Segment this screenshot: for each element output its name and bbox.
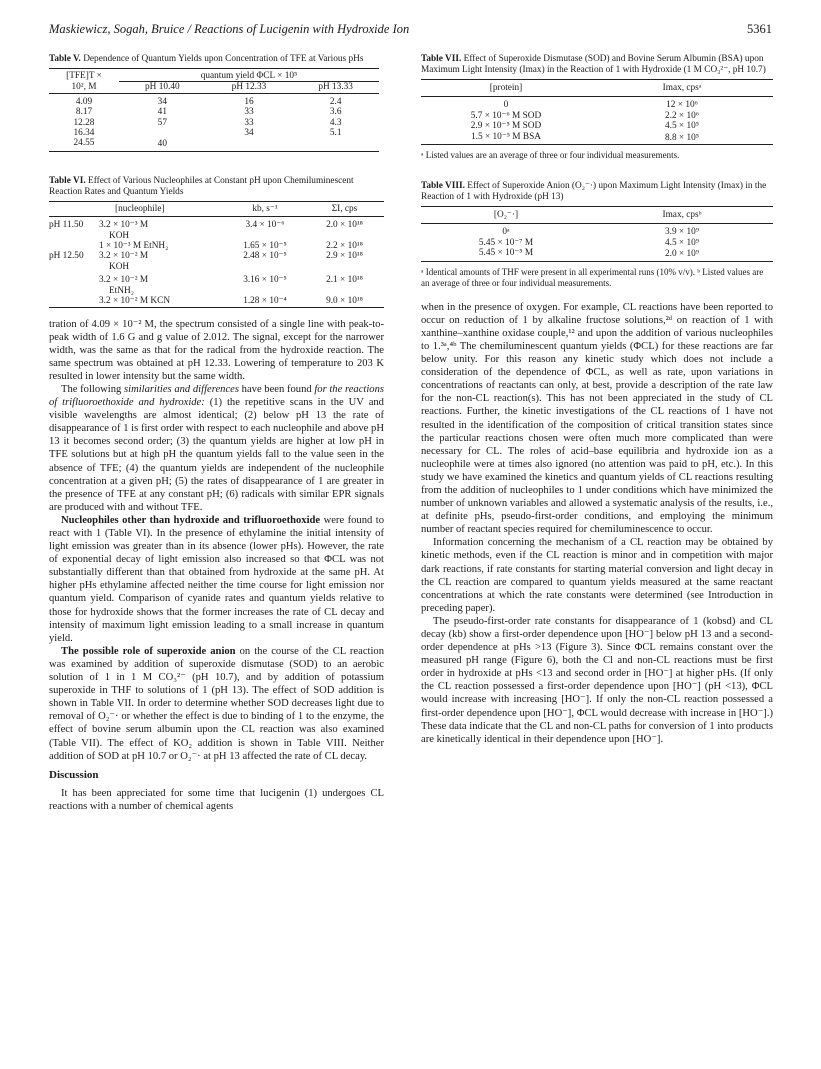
table-viii-header: [O₂⁻·] [493,210,519,221]
table-cell [49,272,99,285]
table-cell: 3.2 × 10⁻³ M [99,220,149,231]
table-vi-header: kb, s⁻¹ [252,203,278,214]
paragraph: Nucleophiles other than hydroxide and trifluoroethoxide were found to react with 1 (Table VI). In the presence of ethylamine the initial intensity of light emission was greater than in its absence (lower pHs). However, the rate of exponential decay of light emission also increased so that ΦCL was not substantially different than that obtained from hydroxide at the same pH. At higher pHs ethylamine affected neither the time course for light emission nor quantum yield. Comparison of cyanide rates and quantum yields relative to those for hydroxide shows that the former increases the rate of CL decay and intensity of maximum light emission leading to a small increase in quantum yield. [49,514,385,644]
table-cell: 5.45 × 10⁻⁷ M [478,237,534,248]
table-cell: 3.16 × 10⁻⁵ [243,275,287,286]
table-cell [49,262,99,272]
table-cell: 0 [503,100,509,111]
table-cell: 2.2 × 10⁶ [664,110,700,121]
paragraph: The following similarities and differences have been found for the reactions of trifluoroethoxide and hydroxide: (1) the repetitive scans in the UV and visible wavelengths are almost identical; (2) below pH 13 the rate of disappearance of 1 is first order with respect to each nucleophile and above pH 13 it becomes second order; (3) the quantum yields are higher at low pH in TFE solutions but at high pH the quantum yields fall to the value seen in the absence of TFE; (4) the quantum yields are independent of the nucleophile concentration at a given pH; (5) the rates of disappearance of 1 are greater in the presence of TFE at any constant pH; (6) radicals with similar EPR signals are produced with and without TFE. [49,383,385,513]
table-v-header: pH 13.33 [292,82,379,93]
table-cell: 16.34 [73,128,95,139]
table-cell: 1.5 × 10⁻⁵ M BSA [471,131,541,142]
table-viii [421,181,773,289]
table-cell: KOH [109,261,130,272]
table-v-header: quantum yield ΦCL × 10⁵ [200,71,298,81]
table-cell: 33 [244,117,254,128]
table-cell: 3.2 × 10⁻² M KCN [99,296,171,307]
table-cell: 4.09 [75,96,93,107]
table-cell: 12 × 10⁶ [666,100,698,111]
table-cell [305,262,384,272]
table-vi [49,176,384,308]
table-cell: 34 [244,128,254,139]
table-cell [225,286,305,296]
right-body-text [421,301,773,746]
table-vii-grid [421,79,773,145]
section-heading: Discussion [49,768,99,781]
table-v [49,54,384,152]
paragraph: It has been appreciated for some time that lucigenin (1) undergoes CL reactions with a number of chemical agents [49,787,384,812]
table-cell: 1 × 10⁻³ M EtNH₂ [99,241,169,252]
table-v-caption: Table V. Dependence of Quantum Yields upon Concentration of TFE at Various pHs [49,54,364,64]
left-body-text [49,318,384,813]
table-cell: EtNH₂ [109,285,134,296]
table-cell [49,296,99,307]
table-vii-footnote: ᵃ Listed values are an average of three or four individual measurements. [421,150,680,161]
table-cell [119,128,206,138]
table-cell: 12.28 [73,117,95,128]
table-v-header: 10², M [71,82,97,93]
table-cell: 2.9 × 10¹⁸ [326,251,363,262]
paragraph: Information concerning the mechanism of a CL reaction may be obtained by kinetic methods, even if the CL reaction is minor and in competition with major dark reactions, if rate constants for starting material conversion and light decay in the CL reaction are compared to quantum yields measured at the same reactant concentrations at which the rate constants were determined (see Introduction in preceding paper). [421,537,773,614]
table-cell: 33 [244,107,254,118]
table-cell: 9.0 × 10¹⁸ [326,296,363,307]
table-cell: 40 [157,139,167,150]
table-cell: 57 [157,117,167,128]
table-vi-grid [49,201,384,308]
table-cell: 5.45 × 10⁻⁵ M [478,248,534,259]
table-cell: 34 [157,96,167,107]
table-cell: KOH [109,230,130,241]
table-viii-caption: Table VIII. Effect of Superoxide Anion (O₂⁻·) upon Maximum Light Intensity (Imax) in the Reaction of 1 with Hydroxide (pH 13) [421,181,767,203]
table-cell [49,286,99,296]
table-cell: 24.55 [73,138,95,149]
table-cell: pH 12.50 [49,251,84,262]
table-cell: pH 11.50 [49,220,84,231]
table-cell: 3.2 × 10⁻² M [99,251,149,262]
table-cell [305,286,384,296]
table-v-header: pH 10.40 [119,82,206,93]
table-viii-grid [421,206,773,262]
table-vi-caption: Table VI. Effect of Various Nucleophiles at Constant pH upon Chemiluminescent Reaction Rates and Quantum Yields [49,175,354,197]
table-cell [225,262,305,272]
table-cell: 8.8 × 10⁵ [664,132,700,143]
table-vii-header: Imax, cpsᵃ [662,83,702,93]
running-title: Maskiewicz, Sogah, Bruice / Reactions of Lucigenin with Hydroxide Ion [49,22,410,36]
table-cell: 2.1 × 10¹⁸ [326,275,363,286]
table-cell: 2.2 × 10¹⁸ [326,241,363,252]
table-cell: 5.1 [329,128,342,139]
page-number: 5361 [747,22,772,36]
table-cell [225,231,305,241]
table-cell: 4.3 [329,117,342,128]
paragraph: The pseudo-first-order rate constants for disappearance of 1 (kobsd) and CL decay (kb) show a first-order dependence upon [HO⁻] below pH 13 and a second-order dependence at pHs >13 (Figure 3). Since ΦCL remains constant over the measured pH range (Figure 6), both the Cl and non-CL reactions must be first order in hydroxide at pHs <13 and second order in [HO⁻] at higher pHs. (If only the CL reaction possessed a first-order dependence upon [HO⁻] (pH <13), ΦCL would increase with increasing [HO⁻]. If only the non-CL reaction possessed a first-order dependence upon [HO⁻], ΦCL would decrease with increase in [HO⁻].) These data indicate that the CL and non-CL paths for conversion of 1 into products are kinetically identical in their dependence upon [HO⁻]. [421,615,773,745]
table-cell: 1.28 × 10⁻⁴ [243,296,287,307]
table-cell: 3.2 × 10⁻² M [99,275,149,286]
table-cell: 2.48 × 10⁻⁵ [243,251,287,262]
right-column [421,54,773,746]
running-header [49,22,772,40]
table-cell: 41 [157,107,167,118]
table-cell: 3.9 × 10⁹ [664,227,700,238]
table-cell: 3.4 × 10⁻⁶ [245,220,285,231]
table-vii-caption: Table VII. Effect of Superoxide Dismutase (SOD) and Bovine Serum Albumin (BSA) upon Maximum Light Intensity (Imax) in the Reaction of 1 with Hydroxide (1 M CO₃²⁻, pH 10.7) [421,54,766,75]
table-cell: 2.9 × 10⁻⁵ M SOD [470,121,542,132]
paragraph: The possible role of superoxide anion on the course of the CL reaction was examined by addition of superoxide dismutase (SOD) to an aerobic solution of 1 in 1 M CO₃²⁻ (pH 10.7), and by addition of potassium superoxide in THF to solutions of 1 (pH 13). The effect of SOD addition is shown in Table VII. In order to determine whether SOD decreases light due to removal of O₂⁻· or whether the effect is due to binding of 1 to the enzyme, the effect of bovine serum albumin upon the CL reaction was also examined (Table VII). The effect of KO₂ addition is shown in Table VIII. Neither addition of SOD at pH 10.7 or O₂⁻· at pH 13 affected the rate of CL decay. [49,645,384,762]
table-cell: 2.4 [329,96,342,107]
table-cell: 0ᵃ [502,227,510,238]
table-cell [305,231,384,241]
table-cell [49,241,99,251]
table-cell: 2.0 × 10¹⁸ [326,220,363,231]
table-cell: 5.7 × 10⁻⁶ M SOD [470,110,542,121]
paragraph: tration of 4.09 × 10⁻² M, the spectrum consisted of a single line with peak-to-peak width of 1.6 G and g value of 2.012. The signal, except for the narrower width, was the same as that for the radical from the hydroxide reaction. The same spectrum was obtained at pH 12.33. Lowering of temperature to 203 K resulted in lower intensity but the same width. [49,318,384,382]
table-vii [421,54,773,161]
table-v-header: [TFE]T × [66,71,102,82]
table-viii-footnote: ᵃ Identical amounts of THF were present in all experimental runs (10% v/v). ᵇ Listed values are an average of three or four individual measurements. [421,266,764,288]
table-cell [49,231,99,241]
table-vii-header: [protein] [489,83,523,93]
table-cell: 4.5 × 10⁵ [664,121,700,132]
table-cell: 2.0 × 10⁹ [664,249,700,260]
table-vi-header: ΣI, cps [331,203,358,214]
left-column [49,54,384,813]
table-cell: 1.65 × 10⁻⁵ [243,241,287,252]
table-cell: 3.6 [329,107,342,118]
paragraph: when in the presence of oxygen. For example, CL reactions have been reported to occur on reduction of 1 by alkaline fructose solutions,²ᵈ on reaction of 1 with xanthine–xanthine oxidase couple,¹² and upon the addition of various nucleophiles to 1.³ᵃ,⁴ᵇ The chemiluminescent quantum yields (ΦCL) for these reactions are far below unity. For this reason any kinetic study which does not include a consideration of the dependence of ΦCL, as well as rate, upon variations in concentrations of reactants can only, at best, provide a description of the rate law for the non-CL reaction(s). This has not been appreciated in the study of CL reactions. Further, the kinetic investigations of the CL reactions of 1 have not resulted in the identification of the composition of critical transition states since the particular reactions chosen were often much more complicated than were necessary for CL. The roles of acid–base equilibria and hydroxide ion as a nucleophile were at times also ignored (no attention was paid to pH, etc.). In this study we have examined the kinetics and quantum yields of CL reactions resulting from the addition of nucleophiles to 1 under conditions which have minimized the number of unknown variables and allowed a systematic analysis of the results, i.e., at definite pHs, pseudo-first-order conditions, and employing the minimum number of reactant species required for chemiluminescence to occur. [421,301,773,536]
table-vi-header [49,201,99,216]
table-viii-header: Imax, cpsᵇ [662,210,702,221]
table-cell [206,138,293,151]
table-cell: 4.5 × 10⁹ [664,237,700,248]
table-vi-header: [nucleophile] [115,203,165,214]
table-cell: 16 [244,96,254,107]
table-v-grid [49,68,379,152]
table-cell [292,138,379,151]
table-cell: 8.17 [75,107,93,118]
table-v-header: pH 12.33 [206,82,293,93]
